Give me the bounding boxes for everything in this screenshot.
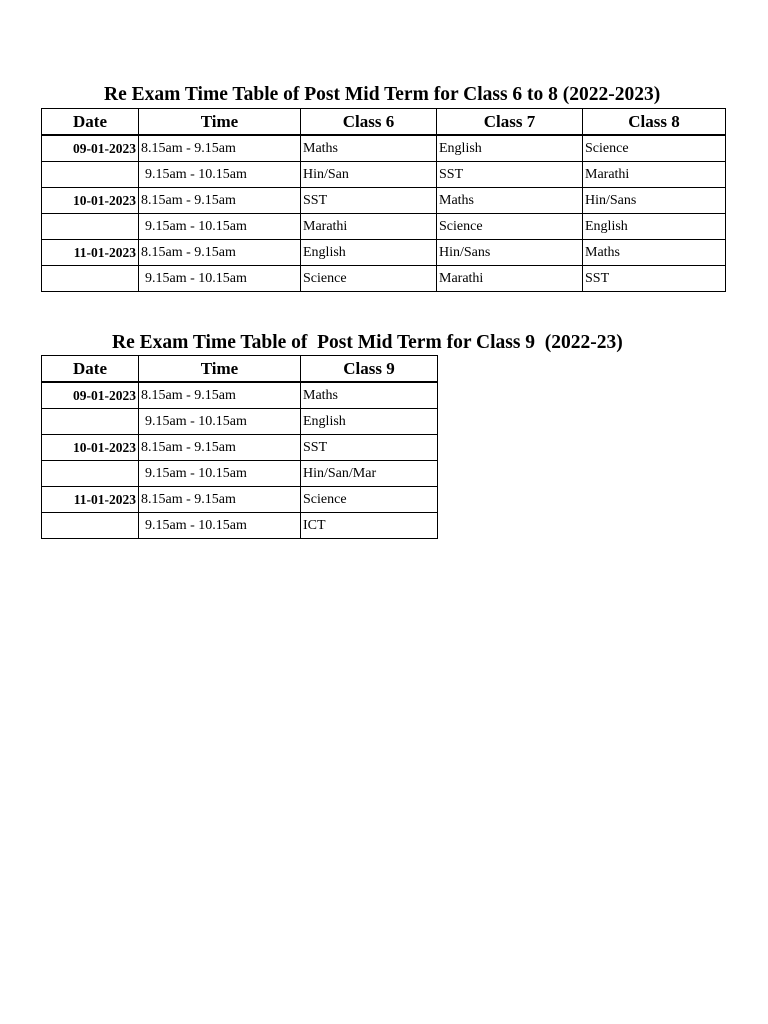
column-header-date: Date bbox=[42, 356, 139, 383]
timetable-title-class-9: Re Exam Time Table of Post Mid Term for Class 9 (2022-23) bbox=[112, 332, 623, 353]
time-cell: 8.15am - 9.15am bbox=[139, 435, 301, 461]
date-cell: 10-01-2023 bbox=[42, 435, 139, 461]
time-cell: 9.15am - 10.15am bbox=[139, 266, 301, 292]
table-row bbox=[42, 409, 438, 435]
subject-cell: Hin/San/Mar bbox=[301, 461, 438, 487]
subject-cell: Marathi bbox=[301, 214, 437, 240]
subject-cell: Hin/Sans bbox=[437, 240, 583, 266]
subject-cell: Marathi bbox=[437, 266, 583, 292]
table-row bbox=[42, 461, 438, 487]
time-cell: 9.15am - 10.15am bbox=[139, 461, 301, 487]
subject-cell: Marathi bbox=[583, 162, 726, 188]
date-cell bbox=[42, 214, 139, 240]
subject-cell: SST bbox=[437, 162, 583, 188]
date-cell bbox=[42, 461, 139, 487]
table-row bbox=[42, 435, 438, 461]
subject-cell: Hin/Sans bbox=[583, 188, 726, 214]
subject-cell: Hin/San bbox=[301, 162, 437, 188]
subject-cell: English bbox=[583, 214, 726, 240]
subject-cell: ICT bbox=[301, 513, 438, 539]
subject-cell: English bbox=[301, 409, 438, 435]
date-cell: 09-01-2023 bbox=[42, 135, 139, 162]
time-cell: 8.15am - 9.15am bbox=[139, 188, 301, 214]
table-row bbox=[42, 382, 438, 409]
time-cell: 8.15am - 9.15am bbox=[139, 382, 301, 409]
table-row bbox=[42, 513, 438, 539]
table-header-row bbox=[42, 109, 726, 136]
date-cell: 11-01-2023 bbox=[42, 487, 139, 513]
column-header-class-8: Class 8 bbox=[583, 109, 726, 136]
column-header-class-6: Class 6 bbox=[301, 109, 437, 136]
date-cell bbox=[42, 162, 139, 188]
subject-cell: SST bbox=[301, 188, 437, 214]
time-cell: 9.15am - 10.15am bbox=[139, 162, 301, 188]
date-cell bbox=[42, 409, 139, 435]
timetable-title-class-6-to-8: Re Exam Time Table of Post Mid Term for Class 6 to 8 (2022-2023) bbox=[104, 84, 661, 105]
column-header-time: Time bbox=[139, 356, 301, 383]
subject-cell: English bbox=[301, 240, 437, 266]
table-row bbox=[42, 266, 726, 292]
timetable-class-9 bbox=[41, 355, 438, 539]
subject-cell: Maths bbox=[583, 240, 726, 266]
table-row bbox=[42, 162, 726, 188]
subject-cell: Maths bbox=[301, 135, 437, 162]
table-row bbox=[42, 240, 726, 266]
subject-cell: Maths bbox=[437, 188, 583, 214]
date-cell: 09-01-2023 bbox=[42, 382, 139, 409]
time-cell: 8.15am - 9.15am bbox=[139, 487, 301, 513]
time-cell: 8.15am - 9.15am bbox=[139, 240, 301, 266]
table-row bbox=[42, 487, 438, 513]
column-header-class-7: Class 7 bbox=[437, 109, 583, 136]
subject-cell: SST bbox=[301, 435, 438, 461]
subject-cell: Science bbox=[437, 214, 583, 240]
column-header-time: Time bbox=[139, 109, 301, 136]
time-cell: 9.15am - 10.15am bbox=[139, 513, 301, 539]
subject-cell: Science bbox=[301, 487, 438, 513]
date-cell bbox=[42, 513, 139, 539]
time-cell: 8.15am - 9.15am bbox=[139, 135, 301, 162]
subject-cell: Science bbox=[301, 266, 437, 292]
subject-cell: Maths bbox=[301, 382, 438, 409]
table-row bbox=[42, 214, 726, 240]
date-cell bbox=[42, 266, 139, 292]
column-header-date: Date bbox=[42, 109, 139, 136]
subject-cell: SST bbox=[583, 266, 726, 292]
date-cell: 10-01-2023 bbox=[42, 188, 139, 214]
timetable-class-6-to-8 bbox=[41, 108, 726, 292]
table-header-row bbox=[42, 356, 438, 383]
table-row bbox=[42, 188, 726, 214]
column-header-class-9: Class 9 bbox=[301, 356, 438, 383]
subject-cell: English bbox=[437, 135, 583, 162]
date-cell: 11-01-2023 bbox=[42, 240, 139, 266]
subject-cell: Science bbox=[583, 135, 726, 162]
table-row bbox=[42, 135, 726, 162]
time-cell: 9.15am - 10.15am bbox=[139, 214, 301, 240]
time-cell: 9.15am - 10.15am bbox=[139, 409, 301, 435]
